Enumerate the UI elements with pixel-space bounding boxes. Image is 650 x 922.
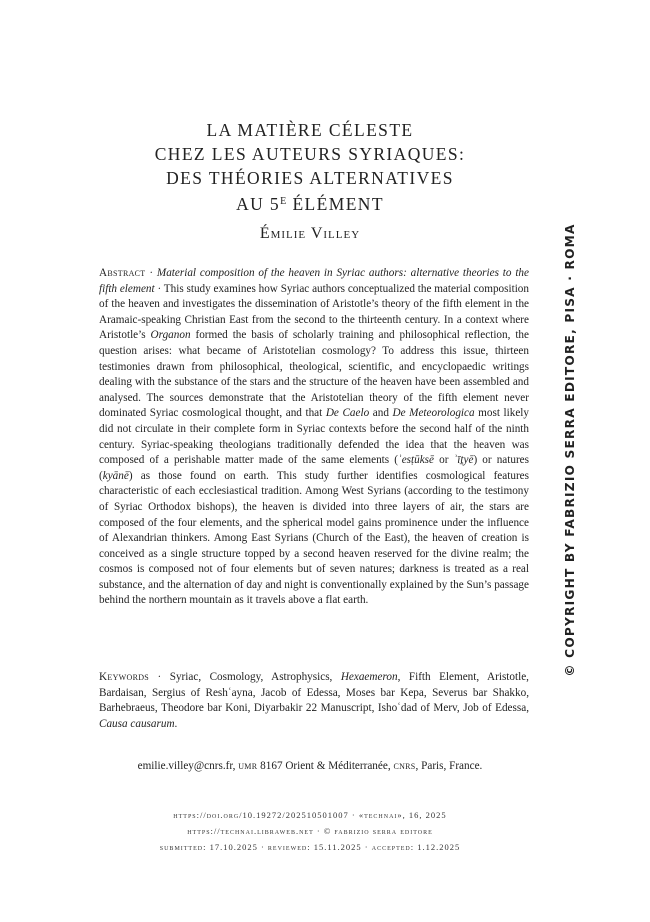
keywords-causa-causarum: Causa causarum <box>99 717 175 730</box>
contact-text-2: , Paris, France. <box>415 760 483 772</box>
abstract-text-5: ) as those found on earth. This study further identifies cosmological features characteristic of each ecclesiastical tradition. Among West Syrians (according to the testimony of Syriac Orthodox bishops), the heaven is divided into three layers of air, the stars are composed of the four elements, and the spherical model gains prominence under the influence of Alexandrian thinkers. Among East Syrians (Church of the East), the heaven of creation is conceived as a single structure topped by a second heaven reserved for the divine realm; the cosmos is composed not of four elements but of seven natures; darkness is treated as a real substance, and the alternation of day and night is conventionally explained by the Sun’s passage behind the northern mountain as it travels above a flat earth. <box>99 469 529 607</box>
abstract-or: or <box>434 454 454 467</box>
copyright-text: © COPYRIGHT BY FABRIZIO SERRA EDITORE, PISA · ROMA <box>563 223 577 677</box>
footer-website-line: https://technai.libraweb.net · © fabrizio serra editore <box>187 826 433 836</box>
contact-cnrs: cnrs <box>393 760 416 772</box>
footer-doi-line: https://doi.org/10.19272/202510501007 · «technai», 16, 2025 <box>173 810 447 820</box>
abstract-kyane: kyānē <box>102 469 129 482</box>
footer-dates-line: submitted: 17.10.2025 · reviewed: 15.11.2025 · accepted: 1.12.2025 <box>159 842 461 852</box>
abstract <box>99 266 529 609</box>
contact-umr: umr <box>238 760 258 772</box>
abstract-text-3: most likely did not circulate in their complete form in Syriac contexts before the second half of the ninth century. Syriac-speaking theologians traditionally defended the idea that the heaven was composed of a perishable matter made of the same elements ( <box>99 407 529 467</box>
abstract-title: Material composition of the heaven in Syriac authors: alternative theories to the fifth element <box>99 267 529 295</box>
author-name: Émilie Villey <box>259 225 361 242</box>
abstract-text-4: ) or natures ( <box>99 454 530 482</box>
contact-text-1: 8167 Orient & Méditerranée, <box>257 760 394 772</box>
title-line-4 <box>0 190 620 216</box>
abstract-label: Abstract <box>99 267 146 279</box>
abstract-estukse: ʾesṭūksē <box>397 454 435 467</box>
title-line-3: DES THÉORIES ALTERNATIVES <box>166 168 454 188</box>
abstract-ityē: ʾīṯyē <box>453 454 474 467</box>
abstract-and: and <box>369 407 393 420</box>
abstract-sep: · <box>145 267 157 279</box>
keywords-hexaemeron: Hexaemeron <box>340 671 398 683</box>
abstract-de-caelo: De Caelo <box>325 407 370 420</box>
keywords-text-1: · Syriac, Cosmology, Astrophysics, <box>149 671 341 683</box>
keywords-text-2: , Fifth Element, Aristotle, Bardaisan, Sergius of Reshʿayna, Jacob of Edessa, Moses bar Kepa, Severus bar Shakko, Barhebraeus, Theodore bar Koni, Diyarbakir 22 Manuscript, Ishoʿdad of Merv, Job of Edessa, <box>99 671 529 715</box>
article-title <box>0 118 620 216</box>
author-email[interactable]: emilie.villey@cnrs.fr <box>137 760 233 772</box>
contact-sep: , <box>232 760 239 772</box>
abstract-de-meteorologica: De Meteorologica <box>392 407 475 420</box>
abstract-organon: Organon <box>150 329 191 342</box>
title-line-4-pre: AU 5 <box>236 194 281 214</box>
title-line-2: CHEZ LES AUTEURS SYRIAQUES: <box>154 144 466 164</box>
title-line-1: LA MATIÈRE CÉLESTE <box>206 120 414 140</box>
keywords <box>99 670 529 732</box>
abstract-text-2: formed the basis of scholarly training and philosophical reflection, the question arises: what became of Aristotelian cosmology? To address this issue, thirteen testimonies drawn from philosophical, theological, scientific, and encyclopaedic writings dealing with the substance of the stars and the structure of the heaven have been assembled and analysed. The sources demonstrate that the Aristotelian theory of the fifth element never dominated Syriac cosmological thought, and that <box>99 329 529 420</box>
abstract-text-1: · This study examines how Syriac authors conceptualized the material composition of the heaven and investigates the dissemination of Aristotle’s theory of the fifth element in the Aramaic-speaking Christian East from the second to the thirteenth century. In a context where Aristotle’s <box>99 282 529 342</box>
title-superscript: E <box>280 196 287 207</box>
keywords-text-3: . <box>174 717 178 730</box>
title-line-4-post: ÉLÉMENT <box>286 194 384 214</box>
author-contact <box>0 760 620 772</box>
keywords-label: Keywords <box>99 671 150 683</box>
